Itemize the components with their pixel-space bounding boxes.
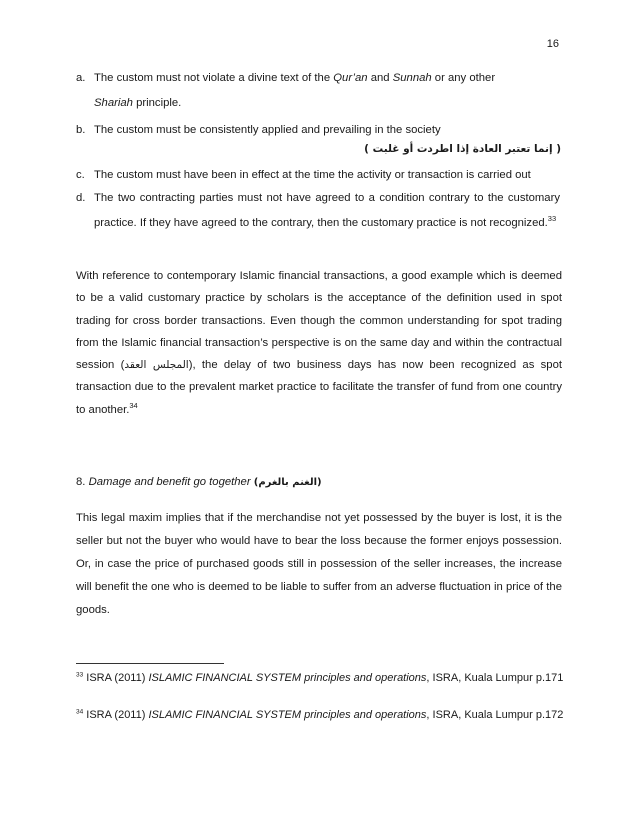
paragraph-maxim-explanation: This legal maxim implies that if the merchandise not yet possessed by the buyer is lost, it is the seller but not the buyer who would have to bear the loss because the former enjoys possession. Or, in case the price of purchased goods still in possession of the seller increases, the increase will benefit the one who is deemed to be liable to suffer from an adverse fluctuation in price of the goods. [76, 512, 562, 616]
footnote-title: ISLAMIC FINANCIAL SYSTEM principles and operations [148, 709, 427, 721]
sunnah-term: Sunnah [392, 72, 432, 84]
item-text: and [367, 72, 393, 84]
section-heading [76, 476, 322, 488]
footnote-ref: 33 [547, 214, 557, 224]
heading-title: Damage and benefit go together [88, 476, 251, 488]
footnote-ref: 34 [129, 401, 138, 411]
footnote-33 [76, 670, 563, 686]
footnote-text: ISRA (2011) [83, 709, 149, 721]
item-text: principle. [132, 97, 182, 109]
arabic-maxim: ( إنما تعتبر العادة إذا اطردت أو غلبت ) [364, 143, 561, 155]
heading-arabic: (الغنم بالغرم) [253, 477, 322, 488]
paragraph-customary-practice [76, 265, 562, 421]
list-marker: d. [76, 192, 86, 204]
list-item-d [76, 186, 560, 236]
list-marker: a. [76, 72, 86, 84]
footnote-number: 34 [76, 708, 84, 716]
page-number: 16 [546, 38, 559, 50]
item-text: The two contracting parties must not have agreed to a condition contrary to the customary practice. If they have agreed to the contrary, then the customary practice is not recognized. [94, 192, 560, 229]
item-text: The custom must have been in effect at the time the activity or transaction is carried out [94, 169, 531, 181]
footnote-text: , ISRA, Kuala Lumpur p.171 [426, 672, 564, 684]
quran-term: Qur’an [333, 72, 368, 84]
footnote-number: 33 [76, 671, 84, 679]
footnote-text: , ISRA, Kuala Lumpur p.172 [426, 709, 564, 721]
footnote-34 [76, 707, 563, 723]
item-text: or any other [431, 72, 496, 84]
footnote-title: ISLAMIC FINANCIAL SYSTEM principles and operations [148, 672, 427, 684]
arabic-term: المجلس العقد [124, 359, 189, 372]
footnote-divider [76, 663, 224, 664]
list-item-c [76, 163, 560, 188]
heading-number: 8. [76, 476, 89, 488]
list-marker: c. [76, 169, 85, 181]
paragraph-text: With reference to contemporary Islamic financial transactions, a good example which is deemed to be a valid customary practice by scholars is the acceptance of the definition used in spot trading for cross border transactions. Even though the common understanding for spot trading from the Islamic financial transaction’s perspective is on the same day and within the contractual session ( [76, 270, 562, 372]
list-marker: b. [76, 124, 86, 136]
shariah-term: Shariah [94, 97, 133, 109]
footnote-text: ISRA (2011) [83, 672, 149, 684]
item-text: The custom must not violate a divine text of the [94, 72, 334, 84]
paragraph-text: ), the delay of two business days has now been recognized as spot transaction due to the prevalent market practice to facilitate the transfer of fund from one country to another. [76, 359, 563, 416]
item-text: The custom must be consistently applied and prevailing in the society [94, 124, 441, 136]
list-item-a [76, 66, 560, 116]
list-item-b [76, 118, 560, 143]
